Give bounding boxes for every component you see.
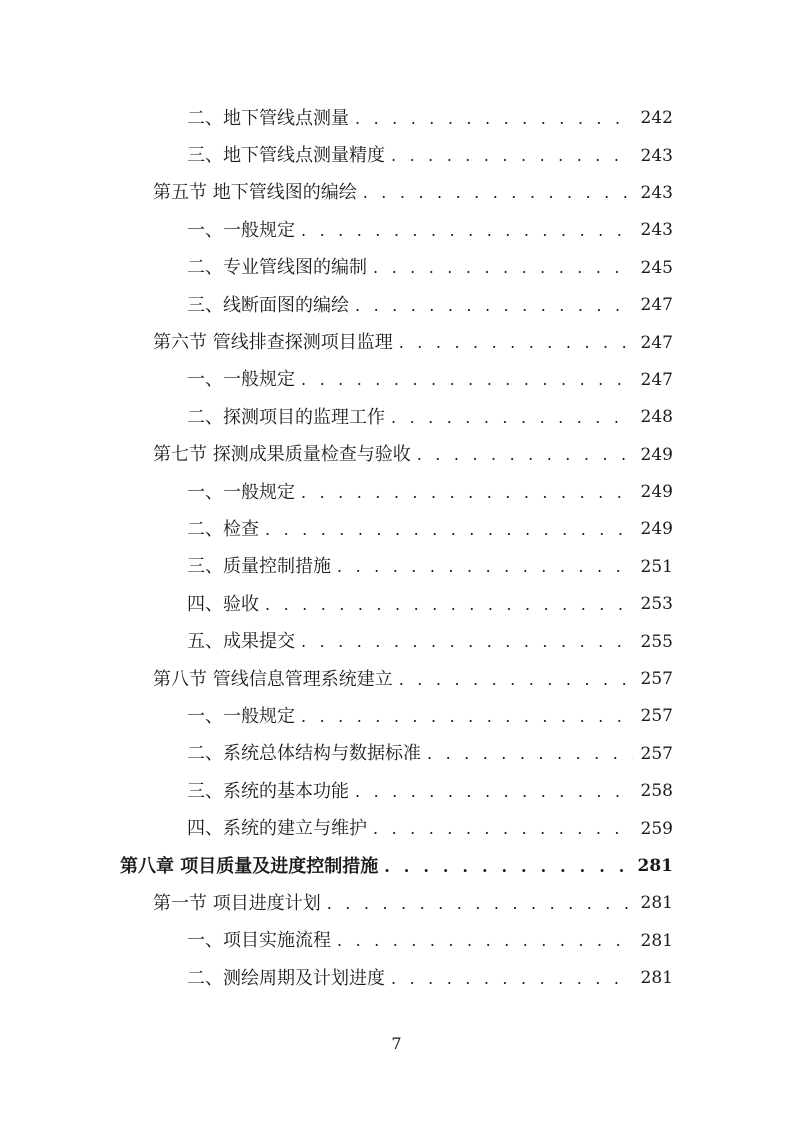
toc-entry[interactable]	[0, 923, 673, 960]
toc-entry-title: 第五节 地下管线图的编绘	[153, 182, 357, 204]
toc-entry-title: 二、专业管线图的编制	[187, 257, 367, 279]
toc-entry-page: 245	[640, 257, 673, 278]
toc-entry-page: 242	[640, 108, 673, 129]
toc-entry-page: 257	[640, 743, 673, 764]
toc-entry[interactable]	[0, 736, 673, 773]
toc-section-entry[interactable]	[0, 661, 673, 698]
dot-leader	[337, 559, 633, 575]
toc-entry[interactable]	[0, 960, 673, 997]
toc-section-entry[interactable]	[0, 175, 673, 212]
toc-entry-page: 281	[640, 930, 673, 951]
toc-entry-title: 第一节 项目进度计划	[153, 892, 321, 914]
toc-entry-page: 249	[640, 444, 673, 465]
toc-entry[interactable]	[0, 287, 673, 324]
toc-entry-page: 253	[640, 594, 673, 615]
dot-leader	[355, 111, 633, 127]
dot-leader	[373, 260, 633, 276]
dot-leader	[399, 335, 633, 351]
dot-leader	[355, 298, 633, 314]
dot-leader	[417, 447, 633, 463]
toc-entry[interactable]	[0, 810, 673, 847]
dot-leader	[427, 746, 633, 762]
dot-leader	[373, 821, 633, 837]
table-of-contents	[0, 100, 793, 997]
toc-entry[interactable]	[0, 250, 673, 287]
toc-entry-page: 255	[640, 631, 673, 652]
toc-entry-page: 257	[640, 669, 673, 690]
dot-leader	[301, 372, 633, 388]
toc-entry-title: 一、一般规定	[187, 705, 295, 727]
toc-entry[interactable]	[0, 137, 673, 174]
toc-entry-page: 281	[640, 893, 673, 914]
dot-leader	[399, 672, 633, 688]
toc-entry-title: 二、测绘周期及计划进度	[187, 967, 385, 989]
toc-entry-page: 281	[637, 856, 673, 876]
toc-entry-page: 281	[640, 968, 673, 989]
dot-leader	[384, 859, 629, 875]
dot-leader	[391, 971, 633, 987]
dot-leader	[301, 634, 633, 650]
toc-entry-title: 二、探测项目的监理工作	[187, 406, 385, 428]
dot-leader	[265, 597, 633, 613]
toc-entry-page: 249	[640, 519, 673, 540]
dot-leader	[363, 185, 633, 201]
dot-leader	[301, 485, 633, 501]
toc-entry-title: 四、系统的建立与维护	[187, 818, 367, 840]
dot-leader	[391, 148, 633, 164]
page-number: 7	[391, 1034, 402, 1053]
toc-chapter-entry[interactable]	[0, 848, 673, 885]
toc-entry-title: 五、成果提交	[187, 631, 295, 653]
toc-entry-title: 第六节 管线排查探测项目监理	[153, 332, 393, 354]
toc-entry[interactable]	[0, 100, 673, 137]
toc-entry[interactable]	[0, 623, 673, 660]
toc-entry-title: 三、质量控制措施	[187, 556, 331, 578]
dot-leader	[301, 709, 633, 725]
dot-leader	[337, 933, 633, 949]
toc-entry[interactable]	[0, 362, 673, 399]
dot-leader	[391, 410, 633, 426]
toc-entry-title: 二、系统总体结构与数据标准	[187, 743, 421, 765]
toc-entry-page: 248	[640, 407, 673, 428]
toc-entry[interactable]	[0, 773, 673, 810]
toc-entry-title: 一、项目实施流程	[187, 930, 331, 952]
toc-entry-title: 三、线断面图的编绘	[187, 294, 349, 316]
toc-section-entry[interactable]	[0, 885, 673, 922]
dot-leader	[265, 522, 633, 538]
toc-entry-title: 第八章 项目质量及进度控制措施	[120, 855, 379, 877]
toc-entry-title: 二、检查	[187, 518, 259, 540]
toc-entry[interactable]	[0, 511, 673, 548]
dot-leader	[301, 223, 633, 239]
toc-entry[interactable]	[0, 586, 673, 623]
toc-entry-page: 249	[640, 482, 673, 503]
toc-entry-page: 247	[640, 295, 673, 316]
toc-entry-page: 247	[640, 332, 673, 353]
toc-entry[interactable]	[0, 698, 673, 735]
toc-entry-title: 三、地下管线点测量精度	[187, 145, 385, 167]
toc-entry-page: 251	[640, 556, 673, 577]
toc-entry-title: 第八节 管线信息管理系统建立	[153, 668, 393, 690]
toc-entry-title: 三、系统的基本功能	[187, 780, 349, 802]
toc-entry-title: 二、地下管线点测量	[187, 107, 349, 129]
toc-entry[interactable]	[0, 474, 673, 511]
toc-entry-title: 一、一般规定	[187, 481, 295, 503]
toc-entry-title: 四、验收	[187, 593, 259, 615]
dot-leader	[355, 784, 633, 800]
toc-entry-title: 一、一般规定	[187, 369, 295, 391]
toc-entry-page: 243	[640, 220, 673, 241]
toc-entry-page: 247	[640, 369, 673, 390]
toc-entry-page: 243	[640, 145, 673, 166]
toc-section-entry[interactable]	[0, 324, 673, 361]
dot-leader	[327, 896, 633, 912]
toc-section-entry[interactable]	[0, 437, 673, 474]
toc-entry-title: 第七节 探测成果质量检查与验收	[153, 444, 411, 466]
toc-entry[interactable]	[0, 399, 673, 436]
toc-entry[interactable]	[0, 549, 673, 586]
toc-entry-page: 259	[640, 818, 673, 839]
toc-entry-page: 243	[640, 182, 673, 203]
toc-entry-page: 257	[640, 706, 673, 727]
toc-entry-page: 258	[640, 781, 673, 802]
toc-entry-title: 一、一般规定	[187, 219, 295, 241]
toc-entry[interactable]	[0, 212, 673, 249]
